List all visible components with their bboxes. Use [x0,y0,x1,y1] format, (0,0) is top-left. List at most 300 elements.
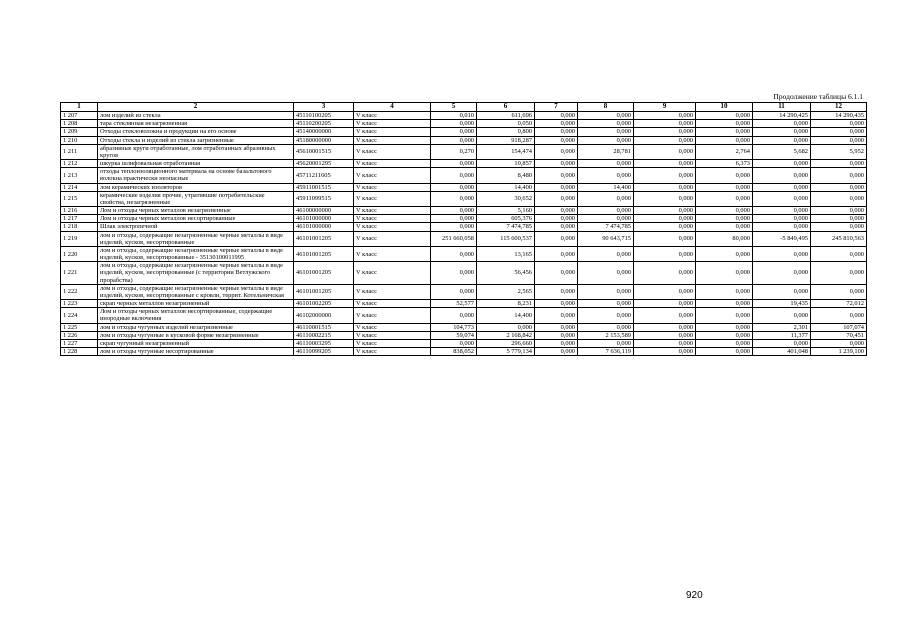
value-9-cell: 0,000 [634,191,696,206]
value-5-cell: 838,052 [431,348,477,356]
header-row [61,103,867,112]
value-9-cell: 0,000 [634,136,696,144]
waste-name-cell: лом керамических изоляторов [98,183,294,191]
value-10-cell: 0,000 [696,112,753,120]
value-10-cell: 2,764 [696,144,753,159]
value-5-cell: 0,000 [431,246,477,261]
fkko-code-cell: 46101001205 [294,262,354,285]
value-9-cell: 0,000 [634,144,696,159]
value-5-cell: 0,000 [431,308,477,323]
waste-name-cell: Шлак электропечной [98,223,294,231]
hazard-class-cell: V класс [354,231,431,246]
waste-name-cell: Лом и отходы черных металлов несортированные, содержащие инородные включения [98,308,294,323]
row-number-cell: 1 223 [61,300,98,308]
value-7-cell: 0,000 [535,144,578,159]
value-10-cell: 0,000 [696,120,753,128]
value-6-cell: 14,400 [477,308,535,323]
value-8-cell: 0,000 [578,168,634,183]
value-7-cell: 0,000 [535,308,578,323]
value-6-cell: 14,400 [477,183,535,191]
fkko-code-cell: 46102000000 [294,308,354,323]
waste-name-cell: скрап чугунный незагрязненный [98,339,294,347]
value-7-cell: 0,000 [535,348,578,356]
value-7-cell: 0,000 [535,231,578,246]
value-10-cell: 0,000 [696,223,753,231]
row-number-cell: 1 212 [61,160,98,168]
value-8-cell: 0,000 [578,284,634,299]
hazard-class-cell: V класс [354,136,431,144]
waste-name-cell: Отходы стекловолокна и продукции на его основе [98,128,294,136]
fkko-code-cell: 45911099515 [294,191,354,206]
value-8-cell: 0,000 [578,207,634,215]
waste-name-cell: лом изделий из стекла [98,112,294,120]
value-6-cell: 2,565 [477,284,535,299]
waste-name-cell: лом и отходы чугунные в кусковой форме незагрязненные [98,331,294,339]
waste-name-cell: лом и отходы чугунных изделий незагрязненные [98,323,294,331]
value-5-cell: 0,000 [431,136,477,144]
column-header: 10 [696,103,753,112]
table-row [61,207,867,215]
hazard-class-cell: V класс [354,215,431,223]
value-11-cell: 401,048 [753,348,811,356]
waste-name-cell: Лом и отходы черных металлов незагрязненные [98,207,294,215]
row-number-cell: 1 227 [61,339,98,347]
value-11-cell: 0,000 [753,168,811,183]
value-6-cell: 0,050 [477,120,535,128]
value-8-cell: 0,000 [578,128,634,136]
row-number-cell: 1 217 [61,215,98,223]
value-9-cell: 0,000 [634,262,696,285]
table-row [61,144,867,159]
value-8-cell: 0,000 [578,191,634,206]
value-11-cell: 0,000 [753,339,811,347]
waste-name-cell: отходы теплоизоляционного материала на основе базальтового волокна практически неопасные [98,168,294,183]
value-11-cell: 0,000 [753,284,811,299]
fkko-code-cell: 46101001205 [294,231,354,246]
value-11-cell: 0,000 [753,215,811,223]
value-7-cell: 0,000 [535,215,578,223]
value-10-cell: 0,000 [696,136,753,144]
hazard-class-cell: V класс [354,246,431,261]
column-header: 8 [578,103,634,112]
value-7-cell: 0,000 [535,223,578,231]
column-header: 11 [753,103,811,112]
hazard-class-cell: V класс [354,207,431,215]
table-row [61,136,867,144]
value-6-cell: 56,456 [477,262,535,285]
value-10-cell: 6,373 [696,160,753,168]
value-5-cell: 0,000 [431,339,477,347]
hazard-class-cell: V класс [354,128,431,136]
value-5-cell: 0,010 [431,112,477,120]
row-number-cell: 1 207 [61,112,98,120]
value-8-cell: 0,000 [578,112,634,120]
waste-name-cell: лом и отходы, содержащие незагрязненные черные металлы в виде изделий, кусков, несортированные [98,231,294,246]
row-number-cell: 1 210 [61,136,98,144]
value-11-cell: 0,000 [753,183,811,191]
waste-name-cell: керамические изделия прочие, утратившие потребительские свойства, незагрязненные [98,191,294,206]
value-12-cell: 0,000 [811,120,867,128]
value-6-cell: 30,652 [477,191,535,206]
column-header: 12 [811,103,867,112]
row-number-cell: 1 224 [61,308,98,323]
row-number-cell: 1 220 [61,246,98,261]
value-12-cell: 0,000 [811,246,867,261]
value-12-cell: 5,952 [811,144,867,159]
value-12-cell: 0,000 [811,223,867,231]
value-5-cell: 104,773 [431,323,477,331]
value-8-cell: 0,000 [578,136,634,144]
value-9-cell: 0,000 [634,348,696,356]
fkko-code-cell: 45140000000 [294,128,354,136]
value-8-cell: 14,400 [578,183,634,191]
fkko-code-cell: 46110001515 [294,323,354,331]
value-10-cell: 0,000 [696,348,753,356]
value-11-cell: 0,000 [753,308,811,323]
value-9-cell: 0,000 [634,207,696,215]
value-6-cell: 2 168,842 [477,331,535,339]
hazard-class-cell: V класс [354,348,431,356]
hazard-class-cell: V класс [354,191,431,206]
row-number-cell: 1 213 [61,168,98,183]
table-row [61,223,867,231]
row-number-cell: 1 221 [61,262,98,285]
value-10-cell: 0,000 [696,308,753,323]
waste-table [60,102,867,356]
value-5-cell: 251 660,058 [431,231,477,246]
value-10-cell: 0,000 [696,183,753,191]
value-10-cell: 0,000 [696,323,753,331]
value-7-cell: 0,000 [535,246,578,261]
value-7-cell: 0,000 [535,136,578,144]
hazard-class-cell: V класс [354,284,431,299]
fkko-code-cell: 46101001205 [294,284,354,299]
value-8-cell: 7 474,785 [578,223,634,231]
value-11-cell: 11,377 [753,331,811,339]
table-row [61,215,867,223]
table-row [61,112,867,120]
value-8-cell: 0,000 [578,262,634,285]
value-6-cell: 8,480 [477,168,535,183]
value-8-cell: 7 636,119 [578,348,634,356]
value-6-cell: 7 474,785 [477,223,535,231]
table-row [61,323,867,331]
row-number-cell: 1 219 [61,231,98,246]
table-body [61,112,867,356]
fkko-code-cell: 46101001205 [294,246,354,261]
value-8-cell: 0,000 [578,339,634,347]
fkko-code-cell: 45711211605 [294,168,354,183]
value-11-cell: 0,000 [753,223,811,231]
value-7-cell: 0,000 [535,331,578,339]
value-7-cell: 0,000 [535,339,578,347]
value-12-cell: 14 290,435 [811,112,867,120]
value-10-cell: 0,000 [696,339,753,347]
value-10-cell: 0,000 [696,331,753,339]
value-10-cell: 0,000 [696,168,753,183]
value-6-cell: 115 600,537 [477,231,535,246]
value-5-cell: 0,000 [431,160,477,168]
value-12-cell: 72,012 [811,300,867,308]
fkko-code-cell: 45620001295 [294,160,354,168]
hazard-class-cell: V класс [354,112,431,120]
value-10-cell: 0,000 [696,300,753,308]
value-6-cell: 154,474 [477,144,535,159]
value-7-cell: 0,000 [535,284,578,299]
row-number-cell: 1 209 [61,128,98,136]
row-number-cell: 1 228 [61,348,98,356]
value-12-cell: 0,000 [811,128,867,136]
table-row [61,339,867,347]
waste-name-cell: абразивные круги отработанные, лом отработанных абразивных кругов [98,144,294,159]
waste-name-cell: тара стеклянная незагрязненная [98,120,294,128]
value-8-cell: 0,000 [578,246,634,261]
value-11-cell: 2,301 [753,323,811,331]
waste-name-cell: шкурка шлифовальная отработанная [98,160,294,168]
value-12-cell: 0,000 [811,308,867,323]
value-12-cell: 245 810,563 [811,231,867,246]
value-9-cell: 0,000 [634,246,696,261]
table-row [61,246,867,261]
row-number-cell: 1 208 [61,120,98,128]
fkko-code-cell: 46101000000 [294,223,354,231]
hazard-class-cell: V класс [354,144,431,159]
value-12-cell: 0,000 [811,191,867,206]
fkko-code-cell: 46110003295 [294,339,354,347]
value-5-cell: 0,000 [431,223,477,231]
value-6-cell: 5 779,134 [477,348,535,356]
value-7-cell: 0,000 [535,300,578,308]
table-row [61,160,867,168]
hazard-class-cell: V класс [354,183,431,191]
column-header: 9 [634,103,696,112]
value-11-cell: -5 849,495 [753,231,811,246]
value-7-cell: 0,000 [535,128,578,136]
value-8-cell: 0,000 [578,323,634,331]
table-row [61,183,867,191]
value-8-cell: 0,000 [578,308,634,323]
value-5-cell: 0,270 [431,144,477,159]
value-8-cell: 2 153,589 [578,331,634,339]
fkko-code-cell: 46101000000 [294,215,354,223]
value-7-cell: 0,000 [535,323,578,331]
hazard-class-cell: V класс [354,262,431,285]
value-6-cell: 13,165 [477,246,535,261]
column-header: 5 [431,103,477,112]
hazard-class-cell: V класс [354,323,431,331]
hazard-class-cell: V класс [354,223,431,231]
value-5-cell: 0,000 [431,168,477,183]
hazard-class-cell: V класс [354,120,431,128]
value-12-cell: 0,000 [811,215,867,223]
value-11-cell: 0,000 [753,120,811,128]
value-7-cell: 0,000 [535,262,578,285]
value-8-cell: 90 643,715 [578,231,634,246]
column-header: 7 [535,103,578,112]
column-header: 6 [477,103,535,112]
fkko-code-cell: 46100000000 [294,207,354,215]
value-5-cell: 0,000 [431,207,477,215]
value-6-cell: 8,231 [477,300,535,308]
value-10-cell: 0,000 [696,191,753,206]
fkko-code-cell: 46110002215 [294,331,354,339]
waste-name-cell: скрап черных металлов незагрязненный [98,300,294,308]
column-header: 1 [61,103,98,112]
value-11-cell: 19,435 [753,300,811,308]
value-6-cell: 605,376 [477,215,535,223]
value-11-cell: 0,000 [753,160,811,168]
value-12-cell: 107,074 [811,323,867,331]
value-11-cell: 0,000 [753,191,811,206]
value-5-cell: 0,000 [431,215,477,223]
value-10-cell: 80,000 [696,231,753,246]
row-number-cell: 1 218 [61,223,98,231]
value-6-cell: 0,000 [477,323,535,331]
value-5-cell: 59,074 [431,331,477,339]
row-number-cell: 1 216 [61,207,98,215]
value-6-cell: 611,696 [477,112,535,120]
value-7-cell: 0,000 [535,112,578,120]
row-number-cell: 1 226 [61,331,98,339]
value-9-cell: 0,000 [634,308,696,323]
value-9-cell: 0,000 [634,128,696,136]
value-11-cell: 0,000 [753,207,811,215]
value-9-cell: 0,000 [634,112,696,120]
row-number-cell: 1 222 [61,284,98,299]
value-12-cell: 0,000 [811,168,867,183]
value-7-cell: 0,000 [535,183,578,191]
table-row [61,331,867,339]
row-number-cell: 1 211 [61,144,98,159]
value-7-cell: 0,000 [535,168,578,183]
hazard-class-cell: V класс [354,168,431,183]
page-number: 920 [686,590,703,601]
table-row [61,284,867,299]
table-row [61,300,867,308]
value-5-cell: 52,577 [431,300,477,308]
value-8-cell: 0,000 [578,120,634,128]
value-11-cell: 5,682 [753,144,811,159]
value-11-cell: 0,000 [753,128,811,136]
value-9-cell: 0,000 [634,223,696,231]
value-10-cell: 0,000 [696,284,753,299]
value-5-cell: 0,000 [431,262,477,285]
value-9-cell: 0,000 [634,284,696,299]
value-8-cell: 0,000 [578,300,634,308]
fkko-code-cell: 45110100205 [294,112,354,120]
value-5-cell: 0,000 [431,183,477,191]
table-row [61,262,867,285]
table-row [61,231,867,246]
hazard-class-cell: V класс [354,300,431,308]
value-12-cell: 0,000 [811,160,867,168]
row-number-cell: 1 215 [61,191,98,206]
value-11-cell: 14 290,425 [753,112,811,120]
value-10-cell: 0,000 [696,215,753,223]
waste-name-cell: лом и отходы, содержащие незагрязненные черные металлы в виде изделий, кусков, несортированные с кровли, террит. Котельничская [98,284,294,299]
value-7-cell: 0,000 [535,160,578,168]
value-8-cell: 0,000 [578,215,634,223]
row-number-cell: 1 225 [61,323,98,331]
value-6-cell: 918,287 [477,136,535,144]
value-12-cell: 70,451 [811,331,867,339]
value-10-cell: 0,000 [696,246,753,261]
fkko-code-cell: 46101002205 [294,300,354,308]
value-10-cell: 0,000 [696,128,753,136]
value-10-cell: 0,000 [696,207,753,215]
value-11-cell: 0,000 [753,262,811,285]
value-9-cell: 0,000 [634,339,696,347]
table-row [61,348,867,356]
fkko-code-cell: 46110099205 [294,348,354,356]
hazard-class-cell: V класс [354,308,431,323]
fkko-code-cell: 45610001515 [294,144,354,159]
value-11-cell: 0,000 [753,246,811,261]
value-6-cell: 10,857 [477,160,535,168]
waste-name-cell: Лом и отходы черных металлов несортированные [98,215,294,223]
table-caption: Продолжение таблицы 6.1.1 [773,92,863,101]
value-12-cell: 0,000 [811,339,867,347]
value-6-cell: 296,660 [477,339,535,347]
hazard-class-cell: V класс [354,331,431,339]
value-9-cell: 0,000 [634,183,696,191]
value-6-cell: 5,160 [477,207,535,215]
value-12-cell: 0,000 [811,136,867,144]
waste-name-cell: лом и отходы, содержащие незагрязненные черные металлы в виде изделий, кусков, несортированные (с территории Ветлужского прорабства) [98,262,294,285]
value-8-cell: 0,000 [578,160,634,168]
value-7-cell: 0,000 [535,120,578,128]
hazard-class-cell: V класс [354,339,431,347]
value-12-cell: 0,000 [811,262,867,285]
value-6-cell: 0,800 [477,128,535,136]
waste-name-cell: Отходы стекла и изделий из стекла загрязненные [98,136,294,144]
value-9-cell: 0,000 [634,160,696,168]
table-row [61,168,867,183]
table-row [61,128,867,136]
fkko-code-cell: 45110200205 [294,120,354,128]
fkko-code-cell: 45911001515 [294,183,354,191]
table-row [61,308,867,323]
waste-name-cell: лом и отходы чугунные несортированные [98,348,294,356]
value-12-cell: 0,000 [811,183,867,191]
value-12-cell: 0,000 [811,207,867,215]
waste-name-cell: лом и отходы, содержащие незагрязненные черные металлы в виде изделий, кусков, несортированные - 35130100011995 [98,246,294,261]
table-row [61,120,867,128]
value-9-cell: 0,000 [634,168,696,183]
value-9-cell: 0,000 [634,300,696,308]
value-11-cell: 0,000 [753,136,811,144]
value-8-cell: 28,781 [578,144,634,159]
value-5-cell: 0,000 [431,120,477,128]
value-5-cell: 0,000 [431,284,477,299]
value-9-cell: 0,000 [634,120,696,128]
value-9-cell: 0,000 [634,331,696,339]
row-number-cell: 1 214 [61,183,98,191]
value-9-cell: 0,000 [634,231,696,246]
column-header: 3 [294,103,354,112]
value-5-cell: 0,000 [431,191,477,206]
value-7-cell: 0,000 [535,191,578,206]
value-12-cell: 0,000 [811,284,867,299]
value-12-cell: 1 239,100 [811,348,867,356]
value-5-cell: 0,000 [431,128,477,136]
fkko-code-cell: 45180000000 [294,136,354,144]
value-7-cell: 0,000 [535,207,578,215]
hazard-class-cell: V класс [354,160,431,168]
value-9-cell: 0,000 [634,215,696,223]
table-row [61,191,867,206]
value-10-cell: 0,000 [696,262,753,285]
